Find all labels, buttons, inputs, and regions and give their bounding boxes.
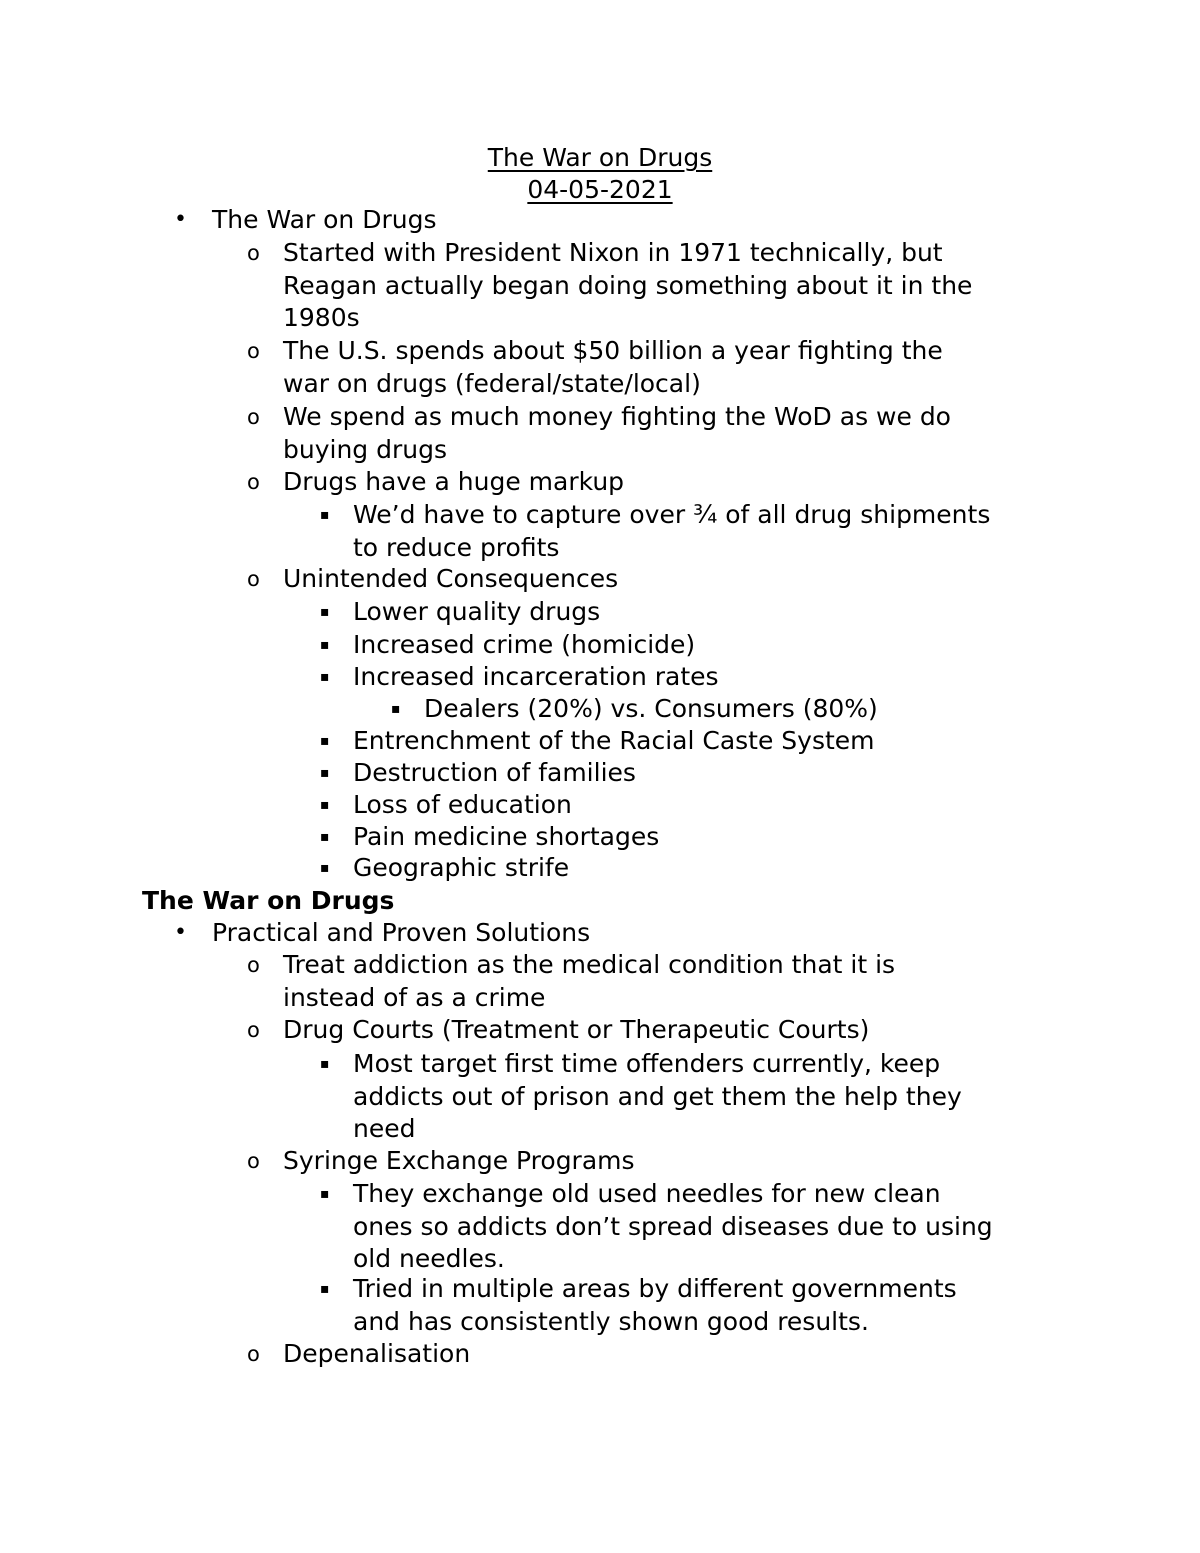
list-item: ▪ Loss of education (353, 789, 1073, 822)
square-marker: ▪ (320, 604, 330, 620)
square-marker: ▪ (320, 1281, 330, 1297)
list-item: ▪ Increased incarceration rates (353, 661, 1073, 694)
list-item: o We spend as much money fighting the WoD as we do buying drugs (247, 402, 951, 464)
square-marker: ▪ (320, 507, 330, 523)
square-marker: ▪ (320, 1056, 330, 1072)
circle-marker: o (247, 567, 260, 591)
square-marker: ▪ (320, 1186, 330, 1202)
circle-marker: o (247, 1342, 260, 1366)
square-marker: ▪ (320, 797, 330, 813)
list-item: o Syringe Exchange Programs (283, 1145, 1073, 1178)
square-marker: ▪ (320, 733, 330, 749)
list-item: o Drug Courts (Treatment or Therapeutic Courts) (283, 1014, 1073, 1047)
list-item: o Started with President Nixon in 1971 technically, but Reagan actually began doing something about it in the 1980s (247, 238, 973, 333)
section-heading: The War on Drugs (142, 886, 395, 915)
bullet-marker: • (174, 207, 187, 232)
square-marker: ▪ (391, 701, 401, 717)
circle-marker: o (247, 470, 260, 494)
list-item: ▪ Pain medicine shortages (353, 821, 1073, 854)
list-item: ▪ Entrenchment of the Racial Caste System (353, 725, 1073, 758)
list-item: ▪ Lower quality drugs (353, 596, 1073, 629)
list-item: ▪ They exchange old used needles for new clean ones so addicts don’t spread diseases due to using old needles. (320, 1179, 993, 1274)
circle-marker: o (247, 1018, 260, 1042)
list-item: ▪ Geographic strife (353, 852, 1073, 885)
square-marker: ▪ (320, 860, 330, 876)
list-item: o Depenalisation (283, 1338, 1073, 1371)
list-item: o Drugs have a huge markup (283, 466, 1073, 499)
topic-bullet: • The War on Drugs (212, 204, 436, 237)
list-item: ▪ Tried in multiple areas by different governments and has consistently shown good results. (320, 1274, 957, 1336)
square-marker: ▪ (320, 637, 330, 653)
list-item: ▪ Destruction of families (353, 757, 1073, 790)
circle-marker: o (247, 339, 260, 363)
topic-bullet: • Practical and Proven Solutions (212, 917, 590, 950)
list-item: ▪ Most target first time offenders currently, keep addicts out of prison and get them the help they need (320, 1049, 962, 1144)
document-title: The War on Drugs (487, 143, 713, 172)
list-item: ▪ We’d have to capture over ¾ of all drug shipments to reduce profits (320, 500, 991, 562)
list-item: ▪ Increased crime (homicide) (353, 629, 1073, 662)
document-date: 04-05-2021 (527, 175, 673, 204)
circle-marker: o (247, 405, 260, 429)
square-marker: ▪ (320, 765, 330, 781)
list-item: ▪ Dealers (20%) vs. Consumers (80%) (424, 693, 1074, 726)
square-marker: ▪ (320, 669, 330, 685)
circle-marker: o (247, 241, 260, 265)
bullet-marker: • (174, 920, 187, 945)
circle-marker: o (247, 1149, 260, 1173)
list-item: o Treat addiction as the medical condition that it is instead of as a crime (247, 950, 896, 1012)
square-marker: ▪ (320, 829, 330, 845)
list-item: o The U.S. spends about $50 billion a year fighting the war on drugs (federal/state/local) (247, 336, 943, 398)
list-item: o Unintended Consequences (283, 563, 1073, 596)
circle-marker: o (247, 953, 260, 977)
